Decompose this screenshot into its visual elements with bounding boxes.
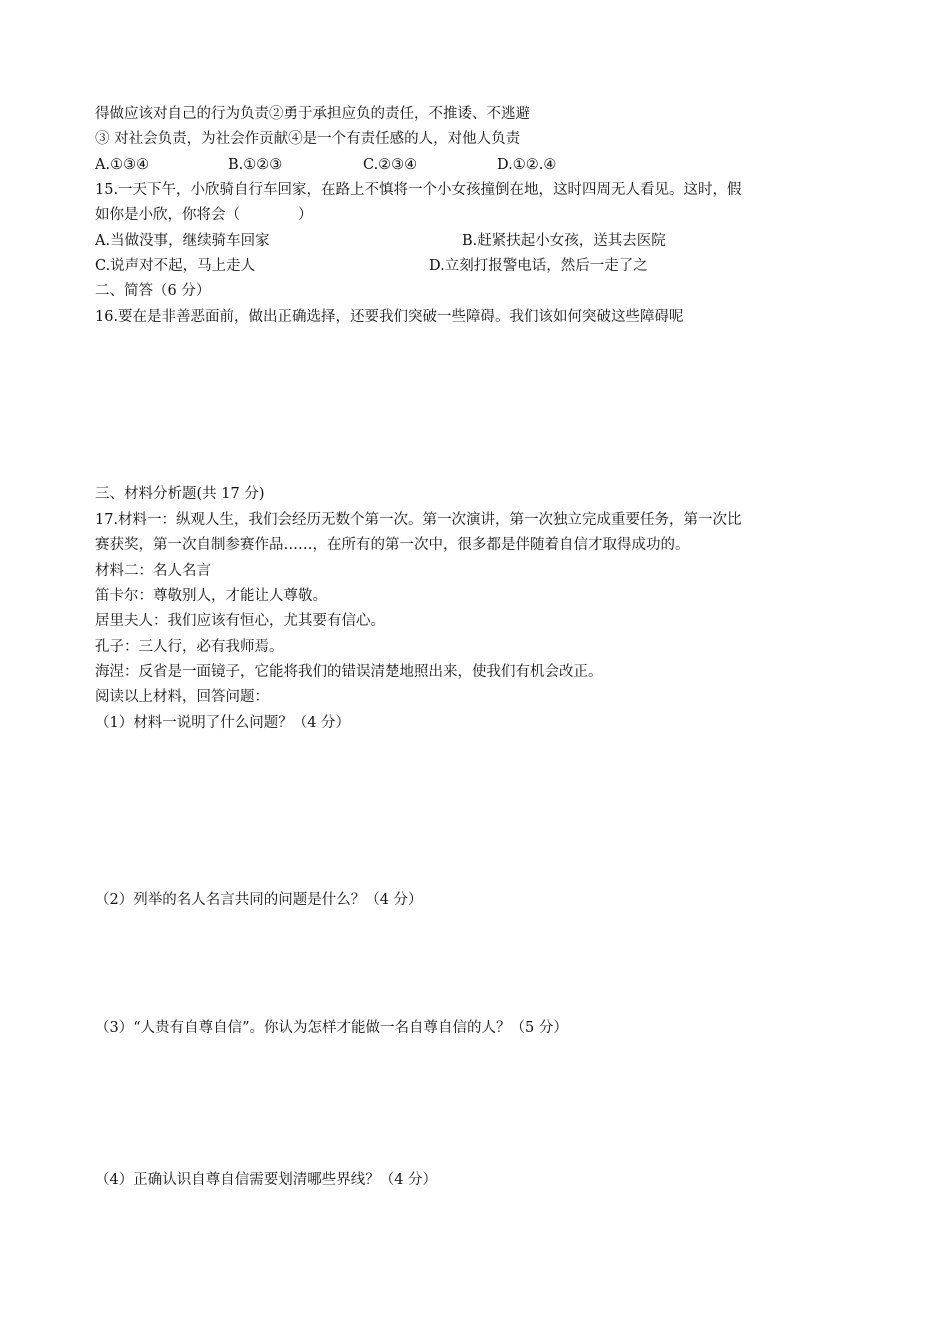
q17-material-2-title: 材料二：名人名言 — [95, 563, 211, 579]
q14-option-d: D.①②.④ — [497, 157, 557, 173]
q15-options-row-1 — [95, 231, 795, 251]
section-3-heading: 三、材料分析题(共 17 分) — [95, 486, 265, 502]
q17-sub-question-1: （1）材料一说明了什么问题？（4 分） — [95, 715, 351, 731]
q17-material-1-line-2: 赛获奖，第一次自制参赛作品……，在所有的第一次中，很多都是伴随着自信才取得成功的。 — [95, 537, 690, 553]
q15-option-c: C.说声对不起，马上走人 — [95, 258, 256, 274]
section-2-heading: 二、简答（6 分） — [95, 283, 211, 299]
q14-option-c: C.②③④ — [363, 157, 418, 173]
q17-material-1-line-1: 17.材料一：纵观人生，我们会经历无数个第一次。第一次演讲，第一次独立完成重要任务，第一次比 — [95, 512, 742, 528]
q17-sub-question-2: （2）列举的名人名言共同的问题是什么？（4 分） — [95, 892, 423, 908]
q16-text: 16.要在是非善恶面前，做出正确选择，还要我们突破一些障碍。我们该如何突破这些障碍呢 — [95, 309, 684, 325]
q14-line-2: ③ 对社会负责，为社会作贡献④是一个有责任感的人，对他人负责 — [95, 131, 521, 147]
quote-curie: 居里夫人：我们应该有恒心，尤其要有信心。 — [95, 613, 385, 629]
q15-option-d: D.立刻打报警电话，然后一走了之 — [429, 258, 648, 274]
q15-options-row-2 — [95, 256, 795, 276]
q17-sub-question-4: （4）正确认识自尊自信需要划清哪些界线？（4 分） — [95, 1172, 438, 1188]
q17-sub-question-3: （3）“人贵有自尊自信”。你认为怎样才能做一名自尊自信的人？（5 分） — [95, 1020, 568, 1036]
q14-option-a: A.①③④ — [95, 157, 150, 173]
q14-options — [95, 155, 695, 175]
quote-confucius: 孔子：三人行，必有我师焉。 — [95, 639, 284, 655]
q14-line-1: 得做应该对自己的行为负责②勇于承担应负的责任，不推诿、不逃避 — [95, 106, 530, 122]
q17-instruction: 阅读以上材料，回答问题： — [95, 689, 269, 705]
q15-option-a: A.当做没事，继续骑车回家 — [95, 233, 270, 249]
quote-heine: 海涅：反省是一面镜子，它能将我们的错误清楚地照出来，使我们有机会改正。 — [95, 664, 603, 680]
q15-option-b: B.赶紧扶起小女孩，送其去医院 — [462, 233, 666, 249]
quote-descartes: 笛卡尔：尊敬别人，才能让人尊敬。 — [95, 588, 327, 604]
q15-line-1: 15.一天下午，小欣骑自行车回家，在路上不慎将一个小女孩撞倒在地，这时四周无人看见。这时，假 — [95, 182, 742, 198]
q14-option-b: B.①②③ — [228, 157, 283, 173]
q15-line-2: 如你是小欣，你将会（ ） — [95, 207, 313, 223]
